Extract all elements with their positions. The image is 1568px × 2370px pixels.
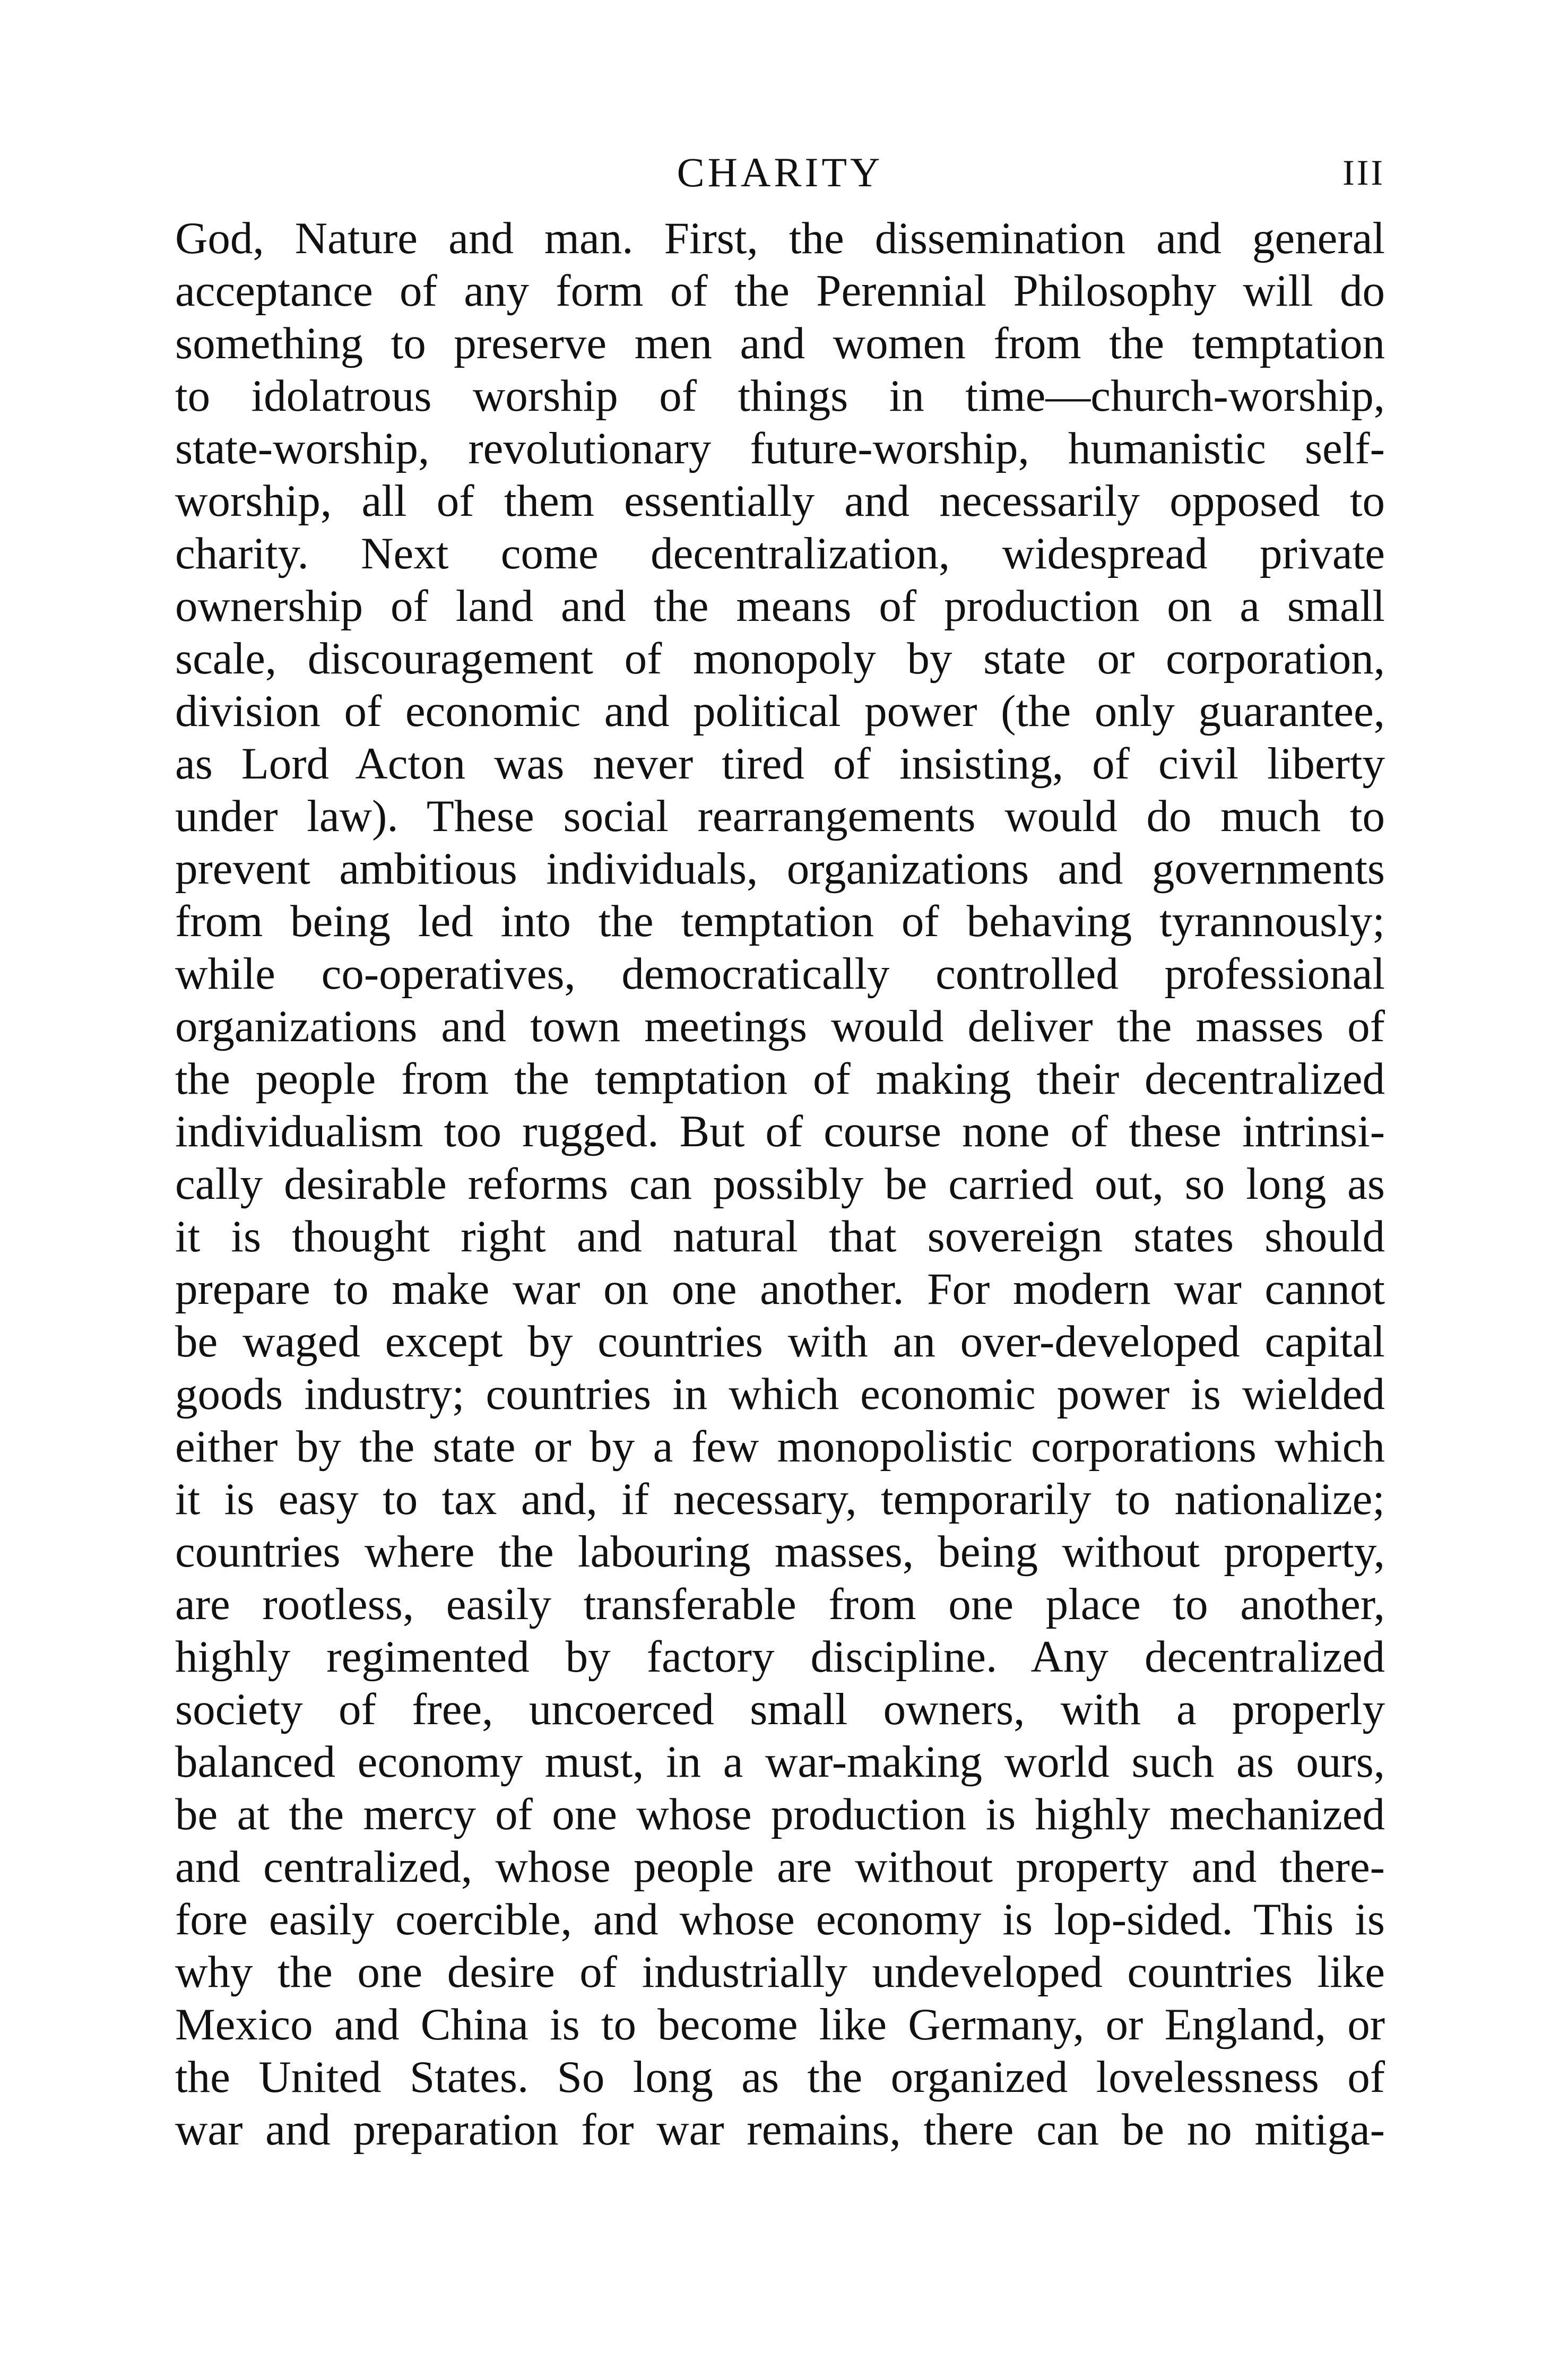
text-line: cally desirable reforms can possibly be carried out, so long as — [175, 1159, 1385, 1209]
text-line: organizations and town meetings would deliver the masses of — [175, 1001, 1385, 1051]
text-line: either by the state or by a few monopolistic corporations which — [175, 1422, 1385, 1472]
text-line: acceptance of any form of the Perennial Philosophy will do — [175, 266, 1385, 316]
text-line: to idolatrous worship of things in time—church-worship, — [175, 371, 1385, 421]
text-line: it is thought right and natural that sovereign states should — [175, 1212, 1385, 1261]
text-line: God, Nature and man. First, the dissemination and general — [175, 213, 1385, 263]
text-line: it is easy to tax and, if necessary, temporarily to nationalize; — [175, 1474, 1385, 1524]
text-line: society of free, uncoerced small owners, with a properly — [175, 1684, 1385, 1734]
text-line: countries where the labouring masses, being without property, — [175, 1527, 1385, 1577]
running-title: CHARITY — [677, 149, 883, 195]
text-line: and centralized, whose people are without property and there- — [175, 1842, 1385, 1892]
text-line: from being led into the temptation of behaving tyrannously; — [175, 896, 1385, 946]
text-line: the United States. So long as the organized lovelessness of — [175, 2052, 1385, 2102]
text-line: individualism too rugged. But of course none of these intrinsi- — [175, 1106, 1385, 1156]
text-line: goods industry; countries in which economic power is wielded — [175, 1369, 1385, 1419]
text-line: balanced economy must, in a war-making world such as ours, — [175, 1737, 1385, 1787]
text-line: ownership of land and the means of production on a small — [175, 581, 1385, 631]
text-line: highly regimented by factory discipline. Any decentralized — [175, 1632, 1385, 1682]
body-text — [175, 212, 1385, 2156]
text-line: be at the mercy of one whose production is highly mechanized — [175, 1789, 1385, 1839]
text-line: while co-operatives, democratically controlled professional — [175, 949, 1385, 999]
text-line: fore easily coercible, and whose economy is lop-sided. This is — [175, 1895, 1385, 1944]
text-line: prepare to make war on one another. For modern war cannot — [175, 1264, 1385, 1314]
text-line: state-worship, revolutionary future-worship, humanistic self- — [175, 423, 1385, 473]
text-line: worship, all of them essentially and necessarily opposed to — [175, 476, 1385, 526]
text-line: are rootless, easily transferable from one place to another, — [175, 1579, 1385, 1629]
text-line: Mexico and China is to become like Germany, or England, or — [175, 2000, 1385, 2049]
text-line: division of economic and political power (the only guarantee, — [175, 686, 1385, 736]
running-head — [175, 143, 1385, 202]
text-line: the people from the temptation of making their decentralized — [175, 1054, 1385, 1104]
text-line: scale, discouragement of monopoly by state or corporation, — [175, 634, 1385, 684]
text-line: under law). These social rearrangements would do much to — [175, 791, 1385, 841]
text-line: prevent ambitious individuals, organizations and governments — [175, 844, 1385, 894]
text-line: why the one desire of industrially undeveloped countries like — [175, 1947, 1385, 1997]
page-number: III — [1342, 152, 1385, 193]
text-line: as Lord Acton was never tired of insisting, of civil liberty — [175, 739, 1385, 789]
text-line: something to preserve men and women from the temptation — [175, 318, 1385, 368]
text-line: be waged except by countries with an over-developed capital — [175, 1317, 1385, 1366]
text-line: charity. Next come decentralization, widespread private — [175, 529, 1385, 578]
text-line: war and preparation for war remains, there can be no mitiga- — [175, 2105, 1385, 2155]
